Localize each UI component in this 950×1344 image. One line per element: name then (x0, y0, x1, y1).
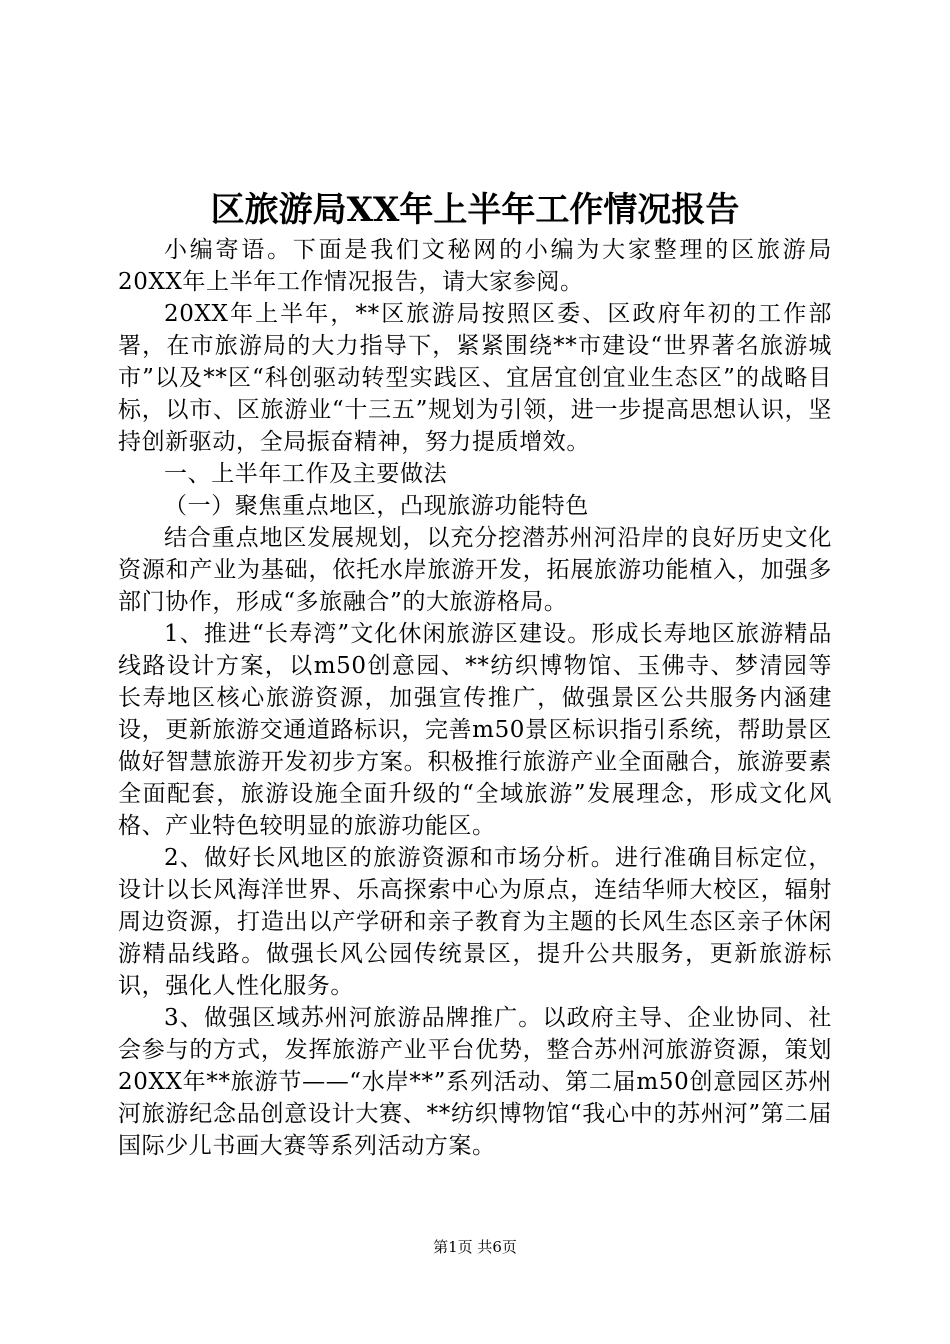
paragraph-intro: 小编寄语。下面是我们文秘网的小编为大家整理的区旅游局20XX年上半年工作情况报告，请大家参阅。 (118, 237, 832, 295)
subsection-heading-1: （一）聚焦重点地区，凸现旅游功能特色 (164, 493, 589, 519)
paragraph-key-areas: 结合重点地区发展规划，以充分挖潜苏州河沿岸的良好历史文化资源和产业为基础，依托水岸旅游开发，拓展旅游功能植入，加强多部门协作，形成“多旅融合”的大旅游格局。 (118, 525, 832, 615)
paragraph-overview: 20XX年上半年，**区旅游局按照区委、区政府年初的工作部署，在市旅游局的大力指导下，紧紧围绕**市建设“世界著名旅游城市”以及**区“科创驱动转型实践区、宜居宜创宜业生态区”的战略目标，以市、区旅游业“十三五”规划为引领，进一步提高思想认识，坚持创新驱动，全局振奋精神，努力提质增效。 (118, 301, 832, 455)
section-heading-1: 一、上半年工作及主要做法 (164, 461, 448, 487)
paragraph-item-3: 3、做强区域苏州河旅游品牌推广。以政府主导、企业协同、社会参与的方式，发挥旅游产业平台优势，整合苏州河旅游资源，策划20XX年**旅游节——“水岸**”系列活动、第二届m50创意园区苏州河旅游纪念品创意设计大赛、**纺织博物馆“我心中的苏州河”第二届国际少儿书画大赛等系列活动方案。 (118, 1005, 832, 1159)
paragraph-item-2: 2、做好长风地区的旅游资源和市场分析。进行准确目标定位，设计以长风海洋世界、乐高探索中心为原点，连结华师大校区，辐射周边资源，打造出以产学研和亲子教育为主题的长风生态区亲子休闲游精品线路。做强长风公园传统景区，提升公共服务，更新旅游标识，强化人性化服务。 (118, 845, 832, 999)
paragraph-item-1: 1、推进“长寿湾”文化休闲旅游区建设。形成长寿地区旅游精品线路设计方案，以m50创意园、**纺织博物馆、玉佛寺、梦清园等长寿地区核心旅游资源，加强宣传推广，做强景区公共服务内涵建设，更新旅游交通道路标识，完善m50景区标识指引系统，帮助景区做好智慧旅游开发初步方案。积极推行旅游产业全面融合，旅游要素全面配套，旅游设施全面升级的“全域旅游”发展理念，形成文化风格、产业特色较明显的旅游功能区。 (118, 621, 832, 839)
document-page (118, 0, 832, 1344)
document-body (118, 234, 832, 1162)
document-title: 区旅游局XX年上半年工作情况报告 (210, 190, 740, 230)
page-footer: 第1页 共6页 (433, 1238, 517, 1256)
